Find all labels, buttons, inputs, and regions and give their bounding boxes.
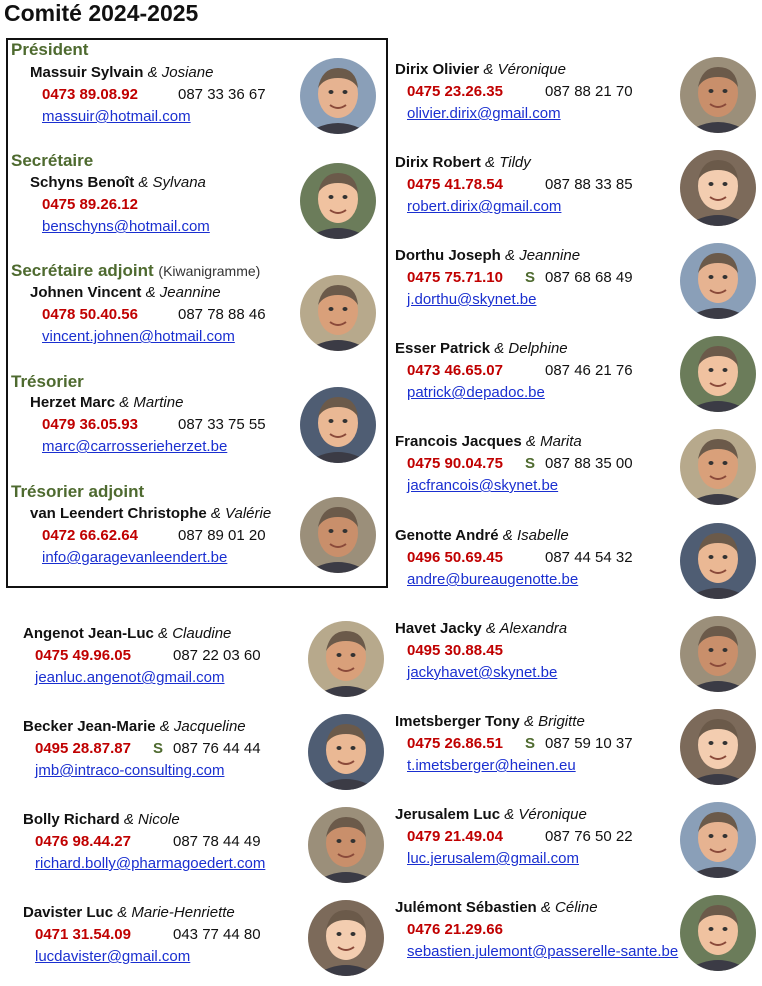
portrait-icon: [680, 802, 756, 878]
member-partner: & Delphine: [494, 340, 568, 357]
portrait-icon: [300, 387, 376, 463]
member-photo: [300, 58, 376, 134]
member-name: Massuir Sylvain: [30, 64, 144, 81]
member-email-link[interactable]: marc@carrosserieherzet.be: [42, 438, 228, 455]
member-email-link[interactable]: luc.jerusalem@gmail.com: [407, 850, 579, 867]
role-label: Trésorier: [11, 372, 84, 391]
member-mobile: 0476 21.29.66: [407, 921, 503, 938]
member-partner: & Marita: [525, 433, 582, 450]
member-photo: [680, 616, 756, 692]
member-partner: & Tildy: [485, 154, 531, 171]
member-mobile: 0475 26.86.51: [407, 735, 503, 752]
portrait-icon: [300, 497, 376, 573]
portrait-icon: [680, 895, 756, 971]
portrait-icon: [680, 616, 756, 692]
member-email-link[interactable]: andre@bureaugenotte.be: [407, 571, 579, 588]
member-partner: & Claudine: [158, 625, 232, 642]
member-phone: 087 78 88 46: [178, 306, 266, 323]
portrait-icon: [300, 275, 376, 351]
member-photo: [300, 497, 376, 573]
member-name: Julémont Sébastien: [395, 899, 537, 916]
role-label: Secrétaire: [11, 151, 94, 170]
member-photo: [680, 57, 756, 133]
portrait-icon: [680, 243, 756, 319]
member-phone: 087 22 03 60: [173, 647, 261, 664]
member-s-marker: S: [525, 455, 536, 472]
member-photo: [680, 336, 756, 412]
member-phone: 087 88 21 70: [545, 83, 633, 100]
member-name-line: [395, 806, 587, 823]
portrait-icon: [308, 621, 384, 697]
member-partner: & Marie-Henriette: [117, 904, 235, 921]
member-phone: 087 46 21 76: [545, 362, 633, 379]
member-email-link[interactable]: jacfrancois@skynet.be: [407, 477, 559, 494]
role-label: Trésorier adjoint: [11, 482, 145, 501]
portrait-icon: [680, 57, 756, 133]
member-name-line: [23, 811, 180, 828]
member-phone: 087 33 75 55: [178, 416, 266, 433]
member-mobile: 0475 89.26.12: [42, 196, 138, 213]
member-name-line: [395, 899, 598, 916]
member-name-line: [30, 284, 221, 301]
member-phone: 087 88 33 85: [545, 176, 633, 193]
member-email-link[interactable]: robert.dirix@gmail.com: [407, 198, 562, 215]
member-name: Johnen Vincent: [30, 284, 142, 301]
role-label: Président: [11, 40, 89, 59]
member-name-line: [23, 718, 246, 735]
member-mobile: 0475 90.04.75: [407, 455, 503, 472]
member-email-link[interactable]: jackyhavet@skynet.be: [407, 664, 558, 681]
member-mobile: 0478 50.40.56: [42, 306, 138, 323]
member-name: Angenot Jean-Luc: [23, 625, 154, 642]
member-phone: 087 89 01 20: [178, 527, 266, 544]
member-name: Dorthu Joseph: [395, 247, 501, 264]
portrait-icon: [680, 523, 756, 599]
member-mobile: 0479 21.49.04: [407, 828, 503, 845]
member-photo: [680, 709, 756, 785]
portrait-icon: [680, 336, 756, 412]
member-name-line: [395, 433, 582, 450]
member-photo: [308, 807, 384, 883]
member-photo: [680, 150, 756, 226]
member-mobile: 0475 75.71.10: [407, 269, 503, 286]
member-name: Bolly Richard: [23, 811, 120, 828]
member-phone: 087 68 68 49: [545, 269, 633, 286]
member-mobile: 0475 41.78.54: [407, 176, 503, 193]
role-title: [11, 40, 88, 60]
member-name: van Leendert Christophe: [30, 505, 207, 522]
member-partner: & Véronique: [504, 806, 587, 823]
portrait-icon: [308, 714, 384, 790]
member-name-line: [395, 247, 580, 264]
member-name-line: [30, 64, 213, 81]
portrait-icon: [308, 900, 384, 976]
member-mobile: 0475 49.96.05: [35, 647, 131, 664]
member-name-line: [395, 61, 566, 78]
portrait-icon: [680, 150, 756, 226]
member-partner: & Martine: [119, 394, 184, 411]
member-name: Francois Jacques: [395, 433, 522, 450]
member-partner: & Sylvana: [138, 174, 206, 191]
role-extra: (Kiwanigramme): [158, 263, 261, 279]
member-mobile: 0473 89.08.92: [42, 86, 138, 103]
member-partner: & Véronique: [483, 61, 566, 78]
member-name: Becker Jean-Marie: [23, 718, 156, 735]
member-phone: 087 44 54 32: [545, 549, 633, 566]
member-name: Dirix Olivier: [395, 61, 480, 78]
member-name-line: [23, 625, 231, 642]
member-email-link[interactable]: lucdavister@gmail.com: [35, 948, 191, 965]
member-email-link[interactable]: benschyns@hotmail.com: [42, 218, 210, 235]
member-partner: & Valérie: [210, 505, 272, 522]
role-label: Secrétaire adjoint: [11, 261, 154, 280]
member-name-line: [395, 713, 585, 730]
member-partner: & Alexandra: [485, 620, 568, 637]
member-email-link[interactable]: t.imetsberger@heinen.eu: [407, 757, 576, 774]
portrait-icon: [680, 709, 756, 785]
member-phone: 087 59 10 37: [545, 735, 633, 752]
member-mobile: 0473 46.65.07: [407, 362, 503, 379]
member-mobile: 0471 31.54.09: [35, 926, 131, 943]
portrait-icon: [680, 429, 756, 505]
member-name-line: [23, 904, 235, 921]
member-name: Schyns Benoît: [30, 174, 135, 191]
member-partner: & Jacqueline: [159, 718, 246, 735]
member-mobile: 0476 98.44.27: [35, 833, 131, 850]
member-email-link[interactable]: patrick@depadoc.be: [407, 384, 545, 401]
member-name: Imetsberger Tony: [395, 713, 520, 730]
member-name: Havet Jacky: [395, 620, 482, 637]
member-email-link[interactable]: jeanluc.angenot@gmail.com: [35, 669, 225, 686]
member-partner: & Brigitte: [523, 713, 585, 730]
member-partner: & Jeannine: [505, 247, 581, 264]
member-s-marker: S: [153, 740, 164, 757]
member-partner: & Nicole: [123, 811, 180, 828]
member-email-link[interactable]: sebastien.julemont@passerelle-sante.be: [407, 943, 679, 960]
member-name-line: [395, 340, 568, 357]
role-title: [11, 482, 144, 502]
member-partner: & Isabelle: [502, 527, 569, 544]
member-name: Genotte André: [395, 527, 499, 544]
member-phone: 087 88 35 00: [545, 455, 633, 472]
member-photo: [308, 621, 384, 697]
member-name-line: [395, 154, 531, 171]
member-photo: [680, 243, 756, 319]
member-name: Dirix Robert: [395, 154, 481, 171]
member-partner: & Jeannine: [145, 284, 221, 301]
member-mobile: 0479 36.05.93: [42, 416, 138, 433]
member-s-marker: S: [525, 735, 536, 752]
member-mobile: 0475 23.26.35: [407, 83, 503, 100]
member-name-line: [30, 394, 183, 411]
member-name: Esser Patrick: [395, 340, 491, 357]
member-photo: [680, 895, 756, 971]
member-phone: 087 33 36 67: [178, 86, 266, 103]
member-name-line: [395, 620, 567, 637]
member-photo: [680, 523, 756, 599]
member-photo: [680, 429, 756, 505]
portrait-icon: [308, 807, 384, 883]
role-title: [11, 261, 260, 281]
member-photo: [300, 387, 376, 463]
member-partner: & Josiane: [147, 64, 214, 81]
member-email-link[interactable]: info@garagevanleendert.be: [42, 549, 228, 566]
role-title: [11, 151, 93, 171]
member-s-marker: S: [525, 269, 536, 286]
member-name-line: [395, 527, 569, 544]
member-phone: 087 76 44 44: [173, 740, 261, 757]
member-mobile: 0496 50.69.45: [407, 549, 503, 566]
member-phone: 087 76 50 22: [545, 828, 633, 845]
member-name-line: [30, 505, 271, 522]
member-mobile: 0495 28.87.87: [35, 740, 131, 757]
member-photo: [308, 900, 384, 976]
portrait-icon: [300, 58, 376, 134]
member-name: Herzet Marc: [30, 394, 116, 411]
member-name: Davister Luc: [23, 904, 114, 921]
member-photo: [680, 802, 756, 878]
member-email-link[interactable]: vincent.johnen@hotmail.com: [42, 328, 235, 345]
member-mobile: 0495 30.88.45: [407, 642, 503, 659]
member-name-line: [30, 174, 206, 191]
member-email-link[interactable]: j.dorthu@skynet.be: [407, 291, 537, 308]
portrait-icon: [300, 163, 376, 239]
member-mobile: 0472 66.62.64: [42, 527, 138, 544]
member-email-link[interactable]: olivier.dirix@gmail.com: [407, 105, 561, 122]
role-title: [11, 372, 84, 392]
member-email-link[interactable]: richard.bolly@pharmagoedert.com: [35, 855, 266, 872]
member-photo: [300, 163, 376, 239]
member-photo: [300, 275, 376, 351]
member-photo: [308, 714, 384, 790]
member-partner: & Céline: [540, 899, 598, 916]
member-email-link[interactable]: jmb@intraco-consulting.com: [35, 762, 225, 779]
member-phone: 043 77 44 80: [173, 926, 261, 943]
member-email-link[interactable]: massuir@hotmail.com: [42, 108, 191, 125]
member-name: Jerusalem Luc: [395, 806, 501, 823]
page-title: Comité 2024-2025: [4, 0, 199, 26]
member-phone: 087 78 44 49: [173, 833, 261, 850]
